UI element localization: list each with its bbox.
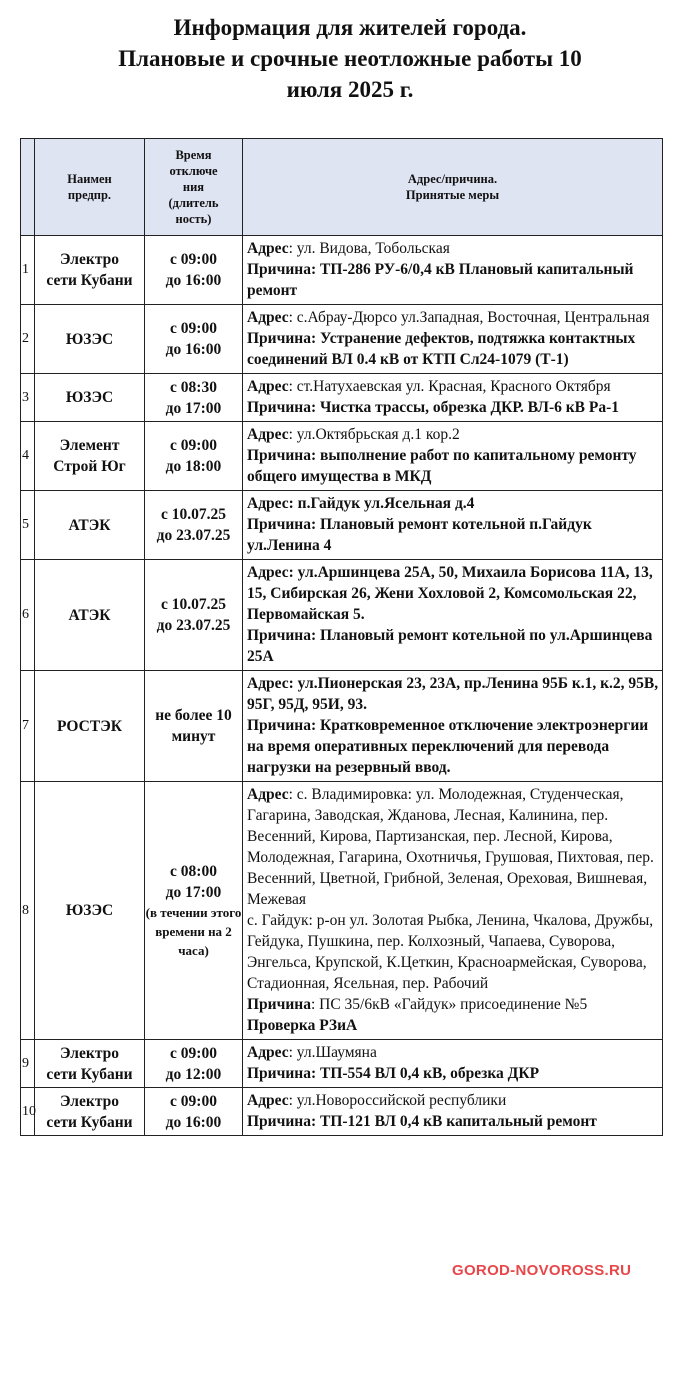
organization-cell <box>35 782 145 1040</box>
organization-name-line: сети Кубани <box>46 1113 133 1131</box>
reason-text: : Плановый ремонт котельной п.Гайдук ул.Ленина 4 <box>247 516 592 554</box>
organization-name-line: РОСТЭК <box>57 717 122 735</box>
outage-time-cell <box>145 236 243 305</box>
outage-time-line: до 23.07.25 <box>156 617 231 634</box>
organization-cell <box>35 236 145 305</box>
organization-cell <box>35 422 145 491</box>
header-address-line-2: Принятые меры <box>405 188 500 202</box>
address-label: Адрес <box>247 426 289 443</box>
outage-time-line: с 09:00 <box>170 437 217 454</box>
row-number: 4 <box>21 422 35 491</box>
organization-name-line: сети Кубани <box>46 1065 133 1083</box>
reason-label: Причина <box>247 627 311 644</box>
outage-time-line: не более 10 <box>155 707 232 724</box>
outage-time-line: до 16:00 <box>165 1113 222 1131</box>
reason-text: : ТП-121 ВЛ 0,4 кВ капитальный ремонт <box>310 1113 597 1130</box>
address-label: Адрес <box>247 786 289 803</box>
organization-name-line: Электро <box>60 1044 119 1062</box>
outage-time-cell <box>145 782 243 1040</box>
table-row <box>21 422 663 491</box>
organization-cell <box>35 491 145 560</box>
header-time <box>145 139 243 236</box>
title-line-1: Информация для жителей города. <box>173 15 527 40</box>
reason-block <box>247 625 659 667</box>
reason-text: : Кратковременное отключение электроэнергии на время оперативных переключений для перевода нагрузки на резервный ввод. <box>247 717 649 776</box>
header-num <box>21 139 35 236</box>
address-reason-cell <box>243 305 663 374</box>
organization-cell <box>35 671 145 782</box>
header-org-line-2: предпр. <box>67 188 112 202</box>
row-number: 6 <box>21 560 35 671</box>
row-number: 7 <box>21 671 35 782</box>
reason-label: Причина <box>247 717 311 734</box>
address-text: : ул.Новороссийской республики <box>288 1092 507 1109</box>
address-text: : с.Абрау-Дюрсо ул.Западная, Восточная, Центральная <box>288 309 650 326</box>
address-label: Адрес <box>247 1092 289 1109</box>
reason-block <box>247 514 659 556</box>
outage-time-cell <box>145 422 243 491</box>
reason-text: : выполнение работ по капитальному ремонту общего имущества в МКД <box>247 447 637 485</box>
outage-time-line: с 09:00 <box>170 1044 217 1062</box>
reason-text: : ТП-554 ВЛ 0,4 кВ, обрезка ДКР <box>310 1065 540 1082</box>
address-reason-cell <box>243 782 663 1040</box>
extra-measure: Проверка РЗиА <box>247 1017 358 1034</box>
outage-time-cell <box>145 671 243 782</box>
organization-name-line: сети Кубани <box>46 272 133 289</box>
address-label: Адрес <box>247 378 289 395</box>
organization-name-line: АТЭК <box>68 606 111 624</box>
organization-cell <box>35 1040 145 1088</box>
header-time-line-3: ния <box>182 180 205 194</box>
address-block <box>247 1042 659 1063</box>
page-title <box>0 12 700 105</box>
outage-time-line: до 18:00 <box>165 458 222 475</box>
outage-time-cell <box>145 491 243 560</box>
outage-time-line: до 23.07.25 <box>156 527 231 544</box>
outage-time-line: до 16:00 <box>165 341 222 358</box>
organization-cell <box>35 374 145 422</box>
reason-label: Причина <box>247 996 311 1013</box>
reason-block <box>247 397 659 418</box>
reason-text: : ПС 35/6кВ «Гайдук» присоединение №5 <box>310 996 588 1013</box>
address-block <box>247 562 659 625</box>
title-line-2: Плановые и срочные неотложные работы 10 <box>118 46 582 71</box>
outage-time-note: (в течении этого времени на 2 часа) <box>145 905 242 958</box>
address-block <box>247 424 659 445</box>
row-number: 9 <box>21 1040 35 1088</box>
address-text: : ул.Шаумяна <box>288 1044 377 1061</box>
address-reason-cell <box>243 422 663 491</box>
address-block <box>247 376 659 397</box>
outage-time-line: с 09:00 <box>170 251 217 268</box>
reason-label: Причина <box>247 1113 311 1130</box>
outage-time-cell <box>145 374 243 422</box>
address-text-secondary: с. Гайдук: р-он ул. Золотая Рыбка, Ленина, Чкалова, Дружбы, Гейдука, Пушкина, пер. Колхозный, Чапаева, Суворова, Энгельса, Крупской, К.Цеткин, Красноармейская, Суворова, Стадионная, Ясельная, пер. Рабочий <box>247 912 654 992</box>
header-org <box>35 139 145 236</box>
row-number: 5 <box>21 491 35 560</box>
organization-cell <box>35 1088 145 1136</box>
outage-table <box>20 138 663 1136</box>
site-watermark: GOROD-NOVOROSS.RU <box>452 1262 632 1279</box>
row-number: 3 <box>21 374 35 422</box>
address-block <box>247 673 659 715</box>
address-block <box>247 238 659 259</box>
organization-cell <box>35 305 145 374</box>
organization-name-line: ЮЗЭС <box>65 330 114 348</box>
outage-time-line: с 08:00 <box>170 863 217 880</box>
reason-label: Причина <box>247 261 311 278</box>
outage-time-line: с 10.07.25 <box>160 596 226 613</box>
table-row <box>21 671 663 782</box>
reason-label: Причина <box>247 399 311 416</box>
address-label: Адрес <box>247 675 289 692</box>
header-time-line-2: отключе <box>169 164 218 178</box>
outage-time-cell <box>145 560 243 671</box>
reason-text: : Плановый ремонт котельной по ул.Аршинцева 25А <box>247 627 653 665</box>
address-block <box>247 493 659 514</box>
table-row <box>21 374 663 422</box>
header-time-line-4: (длитель <box>168 196 219 210</box>
address-label: Адрес <box>247 309 289 326</box>
table-row <box>21 782 663 1040</box>
address-text: : ул.Октябрьская д.1 кор.2 <box>288 426 460 443</box>
address-reason-cell <box>243 671 663 782</box>
reason-block <box>247 1063 659 1084</box>
row-number: 2 <box>21 305 35 374</box>
table-row <box>21 236 663 305</box>
reason-text: : Чистка трассы, обрезка ДКР. ВЛ-6 кВ Ра-1 <box>310 399 620 416</box>
address-reason-cell <box>243 236 663 305</box>
outage-time-line: минут <box>171 728 216 745</box>
organization-name-line: ЮЗЭС <box>65 389 114 406</box>
outage-time-cell <box>145 305 243 374</box>
outage-time-line: до 17:00 <box>165 884 222 901</box>
title-line-3: июля 2025 г. <box>286 77 414 102</box>
table-row <box>21 1040 663 1088</box>
header-org-line-1: Наимен <box>67 172 112 186</box>
address-label: Адрес <box>247 495 289 512</box>
address-text: : ул. Видова, Тобольская <box>288 240 450 257</box>
reason-block <box>247 994 659 1015</box>
table-row <box>21 1088 663 1136</box>
address-reason-cell <box>243 1088 663 1136</box>
outage-time-line: до 16:00 <box>165 272 222 289</box>
table-row <box>21 305 663 374</box>
outage-time-line: с 08:30 <box>170 378 217 396</box>
reason-block <box>247 1111 659 1132</box>
address-reason-cell <box>243 491 663 560</box>
organization-name-line: Электро <box>60 1092 119 1110</box>
reason-label: Причина <box>247 1065 311 1082</box>
outage-time-cell <box>145 1040 243 1088</box>
organization-name-line: Элемент <box>59 437 120 454</box>
organization-name-line: ЮЗЭС <box>65 902 114 919</box>
reason-label: Причина <box>247 447 311 464</box>
reason-text: : ТП-286 РУ-6/0,4 кВ Плановый капитальный ремонт <box>247 261 634 299</box>
address-text: : ул.Пионерская 23, 23А, пр.Ленина 95Б к.1, к.2, 95В, 95Г, 95Д, 95И, 93. <box>247 675 659 713</box>
address-text: : ст.Натухаевская ул. Красная, Красного Октября <box>288 378 611 395</box>
address-reason-cell <box>243 560 663 671</box>
outage-time-cell <box>145 1088 243 1136</box>
header-address-line-1: Адрес/причина. <box>407 172 498 186</box>
reason-block <box>247 328 659 370</box>
table-header-row <box>21 139 663 236</box>
outage-time-line: с 10.07.25 <box>160 506 226 523</box>
header-address <box>243 139 663 236</box>
outage-time-line: до 17:00 <box>165 399 222 417</box>
address-text: : п.Гайдук ул.Ясельная д.4 <box>288 495 475 512</box>
table-row <box>21 491 663 560</box>
header-time-line-5: ность) <box>175 212 212 226</box>
organization-name-line: Электро <box>60 251 119 268</box>
reason-block <box>247 259 659 301</box>
outage-time-line: с 09:00 <box>170 1092 217 1110</box>
header-time-line-1: Время <box>175 148 212 162</box>
address-reason-cell <box>243 1040 663 1088</box>
organization-name-line: Строй Юг <box>53 458 126 475</box>
outage-time-line: до 12:00 <box>165 1065 222 1083</box>
row-number: 10 <box>21 1088 35 1136</box>
reason-text: : Устранение дефектов, подтяжка контактных соединений ВЛ 0.4 кВ от КТП Сл24-1079 (Т-1) <box>247 330 636 368</box>
reason-label: Причина <box>247 330 311 347</box>
address-block <box>247 1090 659 1111</box>
address-block <box>247 307 659 328</box>
organization-name-line: АТЭК <box>68 516 111 534</box>
organization-cell <box>35 560 145 671</box>
address-label: Адрес <box>247 1044 289 1061</box>
address-label: Адрес <box>247 240 289 257</box>
address-text: : с. Владимировка: ул. Молодежная, Студенческая, Гагарина, Заводская, Жданова, Лесная, Калинина, пер. Весенний, Кирова, Партизанская, пер. Лесной, Кирова, Молодежная, Гагарина, Охотничья, Грушовая, Пихтовая, пер. Весенний, Цветной, Грибной, Зеленая, Ореховая, Вишневая, Межевая <box>247 786 654 908</box>
reason-label: Причина <box>247 516 311 533</box>
outage-time-line: с 09:00 <box>170 320 217 337</box>
table-row <box>21 560 663 671</box>
row-number: 1 <box>21 236 35 305</box>
reason-block <box>247 445 659 487</box>
reason-block <box>247 715 659 778</box>
address-block <box>247 784 659 910</box>
row-number: 8 <box>21 782 35 1040</box>
address-text: : ул.Аршинцева 25А, 50, Михаила Борисова 11А, 13, 15, Сибирская 26, Жени Хохловой 2, Комсомольская 22, Первомайская 5. <box>247 564 653 623</box>
address-reason-cell <box>243 374 663 422</box>
address-label: Адрес <box>247 564 289 581</box>
